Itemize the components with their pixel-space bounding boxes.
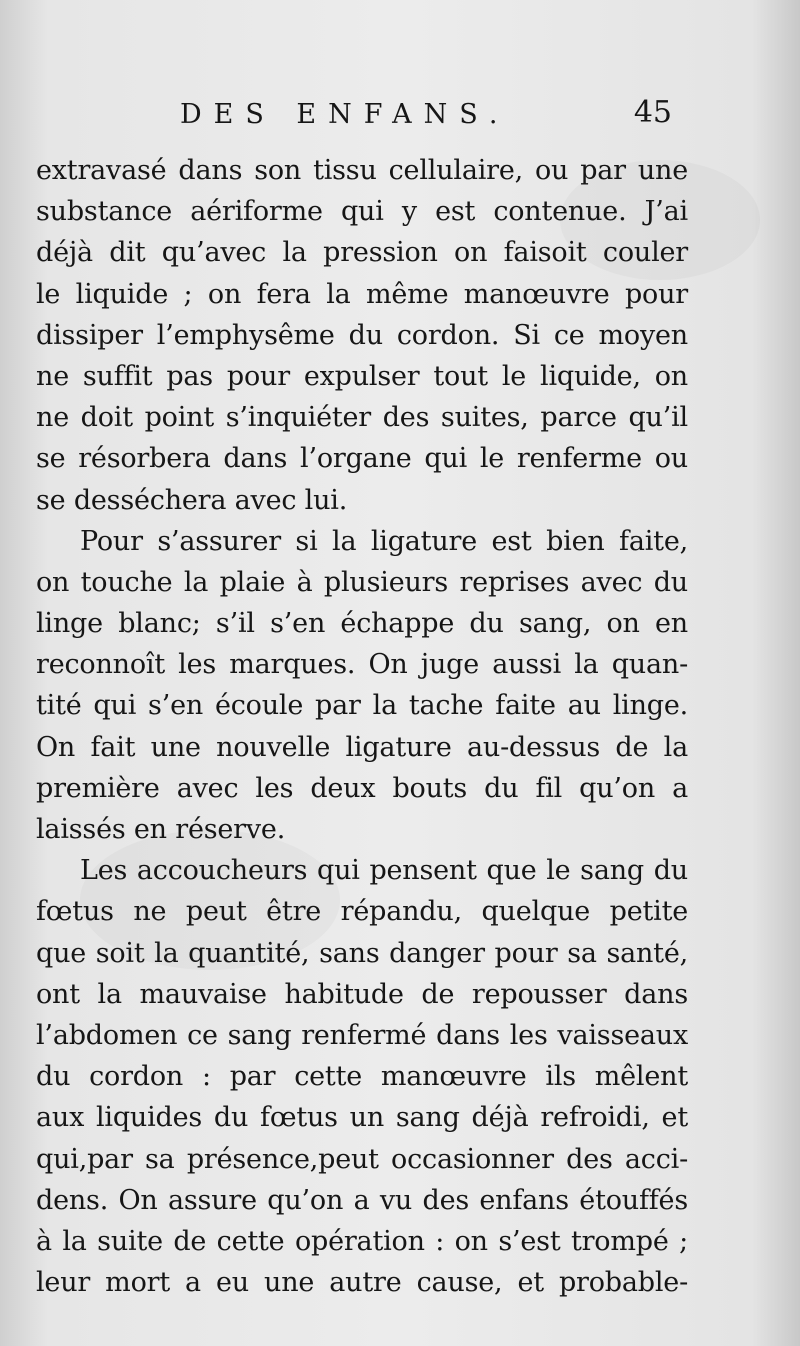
text-line: dissiper l’emphysême du cordon. Si ce moyen <box>36 319 688 351</box>
running-head: DES ENFANS. <box>180 99 510 130</box>
text-line: du cordon : par cette manœuvre ils mêlent <box>36 1061 688 1093</box>
text-line: linge blanc; s’il s’en échappe du sang, on en <box>36 608 688 640</box>
paragraph-1 <box>36 150 688 521</box>
text-line: première avec les deux bouts du fil qu’on a <box>36 772 688 804</box>
text-line: dens. On assure qu’on a vu des enfans étouffés <box>36 1184 688 1216</box>
text-line: extravasé dans son tissu cellulaire, ou par une <box>36 155 688 186</box>
text-line: ont la mauvaise habitude de repousser dans <box>36 978 688 1010</box>
text-line: déjà dit qu’avec la pression on faisoit couler <box>36 237 688 269</box>
text-line: se desséchera avec lui. <box>36 484 348 516</box>
text-line: substance aériforme qui y est contenue. J’ai <box>36 196 688 228</box>
text-line: se résorbera dans l’organe qui le renferme ou <box>36 443 688 475</box>
text-line: On fait une nouvelle ligature au-dessus de la <box>36 731 688 763</box>
paragraph-2 <box>36 521 688 851</box>
text-line: on touche la plaie à plusieurs reprises avec du <box>36 566 688 598</box>
page-body <box>36 150 688 1303</box>
text-line: leur mort a eu une autre cause, et probable- <box>36 1267 688 1299</box>
text-line: Pour s’assurer si la ligature est bien faite, <box>80 525 688 557</box>
text-line: Les accoucheurs qui pensent que le sang du <box>80 855 688 887</box>
text-line: reconnoît les marques. On juge aussi la quan- <box>36 649 688 681</box>
page-header <box>36 95 688 135</box>
text-line: qui,par sa présence,peut occasionner des acci- <box>36 1143 688 1175</box>
page-number: 45 <box>633 95 672 130</box>
text-line: l’abdomen ce sang renfermé dans les vaisseaux <box>36 1019 688 1051</box>
text-line: aux liquides du fœtus un sang déjà refroidi, et <box>36 1102 688 1134</box>
text-line: que soit la quantité, sans danger pour sa santé, <box>36 937 688 969</box>
text-line: laissés en réserve. <box>36 814 286 845</box>
text-line: à la suite de cette opération : on s’est trompé ; <box>36 1225 688 1257</box>
text-line: le liquide ; on fera la même manœuvre pour <box>36 278 688 310</box>
text-line: ne suffit pas pour expulser tout le liquide, on <box>36 360 688 392</box>
paragraph-3 <box>36 850 688 1303</box>
text-line: tité qui s’en écoule par la tache faite au linge. <box>36 690 688 722</box>
text-line: ne doit point s’inquiéter des suites, parce qu’il <box>36 402 688 434</box>
text-line: fœtus ne peut être répandu, quelque petite <box>36 896 688 928</box>
